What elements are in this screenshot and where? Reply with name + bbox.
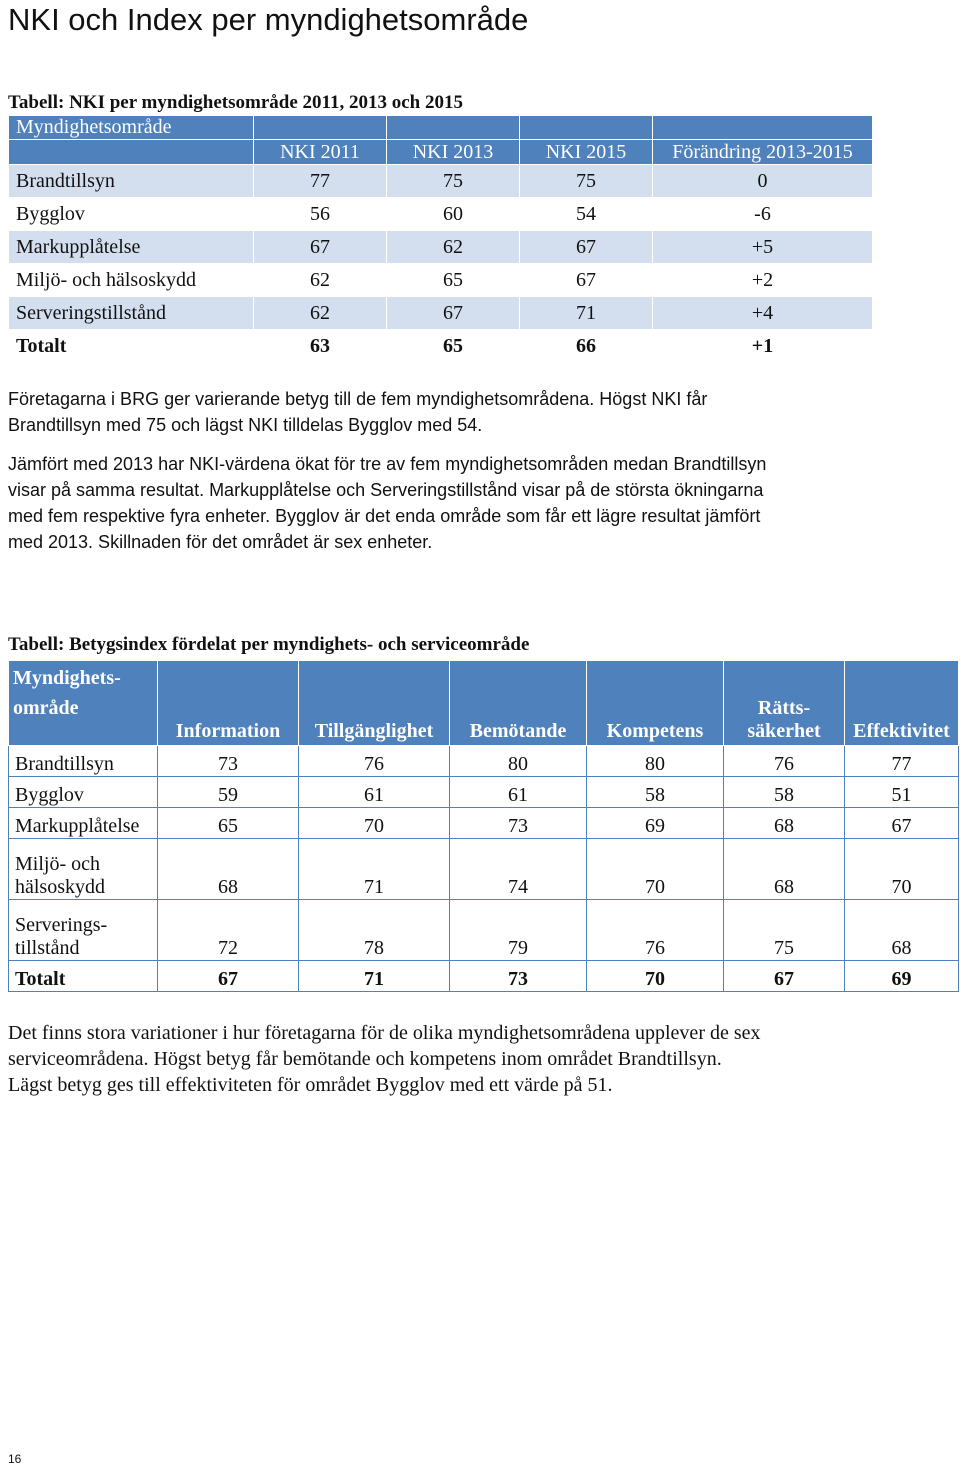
row-label: Miljö- och hälsoskydd <box>9 264 254 297</box>
cell: 73 <box>450 961 587 992</box>
table-row <box>9 839 959 900</box>
cell: 65 <box>387 264 520 297</box>
table-row <box>9 297 873 330</box>
row-label-line: Miljö- och <box>15 853 100 875</box>
row-label-line: Serverings- <box>15 914 108 936</box>
cell: +2 <box>653 264 873 297</box>
table-row <box>9 746 959 777</box>
row-label <box>9 900 158 961</box>
col-header: Bemötande <box>450 661 587 746</box>
header-blank <box>520 116 653 140</box>
table2-caption: Tabell: Betygsindex fördelat per myndighets- och serviceområde <box>8 634 530 655</box>
col-header: NKI 2013 <box>387 140 520 165</box>
cell: 62 <box>387 231 520 264</box>
cell: 72 <box>158 900 299 961</box>
cell: 80 <box>587 746 724 777</box>
table-row <box>9 808 959 839</box>
cell: 62 <box>254 297 387 330</box>
total-row <box>9 961 959 992</box>
row-label-line: tillstånd <box>15 937 80 959</box>
row-label: Brandtillsyn <box>9 746 158 777</box>
cell: 69 <box>587 808 724 839</box>
page-number: 16 <box>8 1452 22 1466</box>
col-header: Tillgänglighet <box>299 661 450 746</box>
cell: 66 <box>520 330 653 363</box>
cell: 71 <box>299 839 450 900</box>
cell: 77 <box>254 165 387 198</box>
col-header: NKI 2011 <box>254 140 387 165</box>
paragraph-3: Det finns stora variationer i hur företagarna för de olika myndighetsområdena upplever de sex serviceområdena. Högst betyg får bemötande och kompetens inom området Brandtillsyn. Lägst betyg ges till effektiviteten för området Bygglov med ett värde på 51. <box>8 1022 761 1096</box>
cell: 71 <box>520 297 653 330</box>
cell: 65 <box>158 808 299 839</box>
cell: 67 <box>520 231 653 264</box>
row-label: Totalt <box>9 330 254 363</box>
paragraph-2: Jämfört med 2013 har NKI-värdena ökat för tre av fem myndighetsområden medan Brandtillsyn visar på samma resultat. Markupplåtelse och Serveringstillstånd visar på de största ökningarna med fem respektive fyra enheter. Bygglov är det enda område som får ett lägre resultat jämfört med 2013. Skillnaden för det området är sex enheter. <box>8 454 767 552</box>
cell: 79 <box>450 900 587 961</box>
cell: 65 <box>387 330 520 363</box>
cell: 73 <box>158 746 299 777</box>
table-row <box>9 900 959 961</box>
cell: 73 <box>450 808 587 839</box>
cell: 67 <box>845 808 959 839</box>
cell: 70 <box>845 839 959 900</box>
table-row <box>9 264 873 297</box>
col-header: Effektivitet <box>845 661 959 746</box>
header-blank <box>254 116 387 140</box>
table-row <box>9 777 959 808</box>
row-label: Totalt <box>9 961 158 992</box>
header-blank <box>387 116 520 140</box>
header-line: Myndighets- <box>13 667 121 689</box>
cell: 67 <box>387 297 520 330</box>
cell: 0 <box>653 165 873 198</box>
cell: 75 <box>387 165 520 198</box>
cell: 76 <box>724 746 845 777</box>
cell: 76 <box>299 746 450 777</box>
col-header: Kompetens <box>587 661 724 746</box>
cell: +4 <box>653 297 873 330</box>
row-label: Brandtillsyn <box>9 165 254 198</box>
row-label <box>9 839 158 900</box>
row-label: Bygglov <box>9 198 254 231</box>
cell: 80 <box>450 746 587 777</box>
cell: 67 <box>158 961 299 992</box>
row-label: Bygglov <box>9 777 158 808</box>
header-myndighetsomrade: Myndighetsområde <box>9 116 254 140</box>
cell: 76 <box>587 900 724 961</box>
cell: 75 <box>520 165 653 198</box>
col-header: NKI 2015 <box>520 140 653 165</box>
header-line: Rätts- <box>757 697 811 719</box>
cell: 68 <box>724 808 845 839</box>
cell: -6 <box>653 198 873 231</box>
header-blank <box>9 140 254 165</box>
cell: 54 <box>520 198 653 231</box>
cell: 68 <box>158 839 299 900</box>
header-myndighetsomrade <box>9 661 158 746</box>
cell: 62 <box>254 264 387 297</box>
cell: 61 <box>299 777 450 808</box>
cell: 69 <box>845 961 959 992</box>
paragraph-1: Företagarna i BRG ger varierande betyg till de fem myndighetsområdena. Högst NKI får Brandtillsyn med 75 och lägst NKI tilldelas Bygglov med 54. <box>8 389 708 435</box>
page-title: NKI och Index per myndighetsområde <box>8 2 529 37</box>
col-header: Förändring 2013-2015 <box>653 140 873 165</box>
table-row <box>9 231 873 264</box>
cell: 61 <box>450 777 587 808</box>
cell: +5 <box>653 231 873 264</box>
header-line: område <box>13 697 79 719</box>
row-label: Markupplåtelse <box>9 808 158 839</box>
cell: +1 <box>653 330 873 363</box>
table-row <box>9 198 873 231</box>
cell: 67 <box>724 961 845 992</box>
header-blank <box>653 116 873 140</box>
cell: 60 <box>387 198 520 231</box>
cell: 77 <box>845 746 959 777</box>
col-header <box>724 661 845 746</box>
cell: 74 <box>450 839 587 900</box>
table-row <box>9 165 873 198</box>
cell: 70 <box>299 808 450 839</box>
cell: 70 <box>587 839 724 900</box>
row-label: Markupplåtelse <box>9 231 254 264</box>
cell: 71 <box>299 961 450 992</box>
cell: 67 <box>520 264 653 297</box>
betygsindex-table <box>8 660 959 992</box>
row-label-line: hälsoskydd <box>15 876 105 898</box>
cell: 78 <box>299 900 450 961</box>
cell: 75 <box>724 900 845 961</box>
col-header: Information <box>158 661 299 746</box>
cell: 56 <box>254 198 387 231</box>
cell: 63 <box>254 330 387 363</box>
cell: 67 <box>254 231 387 264</box>
cell: 68 <box>724 839 845 900</box>
total-row <box>9 330 873 363</box>
row-label: Serveringstillstånd <box>9 297 254 330</box>
cell: 58 <box>724 777 845 808</box>
nki-table <box>8 115 873 363</box>
cell: 68 <box>845 900 959 961</box>
cell: 51 <box>845 777 959 808</box>
header-line: säkerhet <box>747 720 821 742</box>
table1-caption: Tabell: NKI per myndighetsområde 2011, 2013 och 2015 <box>8 92 463 113</box>
cell: 70 <box>587 961 724 992</box>
cell: 58 <box>587 777 724 808</box>
cell: 59 <box>158 777 299 808</box>
